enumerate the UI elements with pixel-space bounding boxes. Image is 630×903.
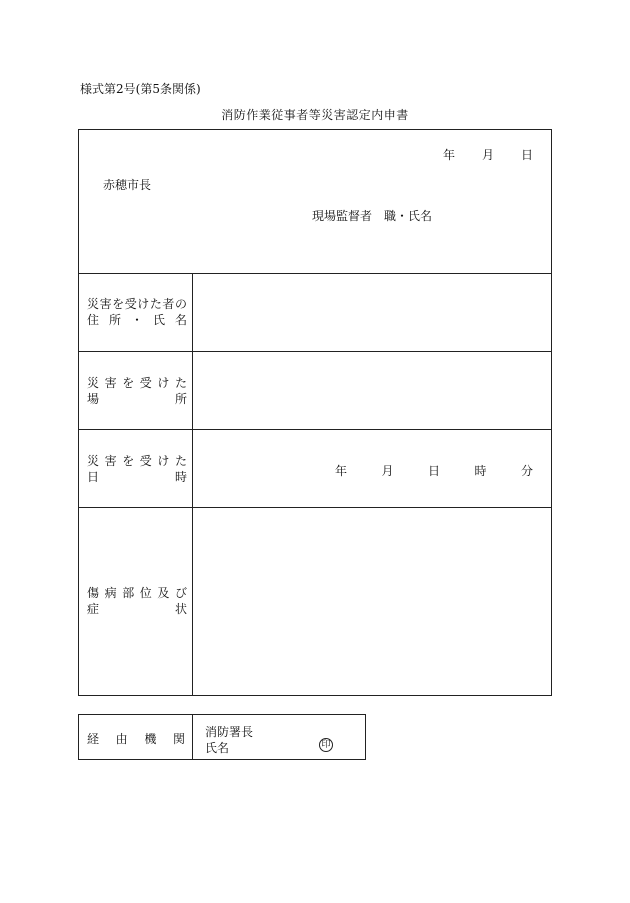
column-divider: [192, 715, 193, 759]
day-unit: 日: [427, 464, 440, 478]
label-line: 傷 病 部 位 及 び: [87, 586, 187, 600]
label-line: 場 所: [87, 392, 187, 406]
label-line: 日 時: [87, 470, 187, 484]
main-form-table: [78, 129, 552, 696]
year-unit: 年: [443, 148, 456, 162]
supervisor-label: 現場監督者 職・氏名: [312, 209, 433, 223]
label-line: 住 所 ・ 氏 名: [87, 313, 187, 327]
hour-unit: 時: [474, 464, 487, 478]
route-table: [78, 714, 366, 760]
datetime-units[interactable]: [335, 462, 533, 479]
year-unit: 年: [335, 464, 348, 478]
name-label: 氏名: [205, 741, 230, 755]
place-label: [87, 375, 187, 407]
form-number: 様式第2号(第5条関係): [80, 82, 201, 96]
date-line: [443, 146, 533, 163]
route-label: 経 由 機 関: [87, 732, 185, 746]
month-unit: 月: [381, 464, 394, 478]
minute-unit: 分: [520, 464, 533, 478]
label-line: 災 害 を 受 け た 者 の: [87, 297, 187, 311]
fire-chief-title: 消防署長: [205, 725, 254, 739]
injury-label: [87, 585, 187, 617]
addressee: 赤穂市長: [103, 178, 152, 192]
datetime-label: [87, 453, 187, 485]
divider: [79, 429, 551, 430]
day-unit: 日: [520, 148, 533, 162]
label-line: 災 害 を 受 け た: [87, 454, 187, 468]
victim-address-name-field[interactable]: [193, 274, 551, 350]
label-line: 災 害 を 受 け た: [87, 376, 187, 390]
document-title: 消防作業従事者等災害認定内申書: [221, 108, 409, 122]
victim-address-name-label: [87, 296, 187, 328]
injury-field[interactable]: [193, 508, 551, 695]
month-unit: 月: [481, 148, 494, 162]
seal-mark: 印: [319, 738, 333, 752]
label-line: 症 状: [87, 602, 187, 616]
place-field[interactable]: [193, 352, 551, 428]
